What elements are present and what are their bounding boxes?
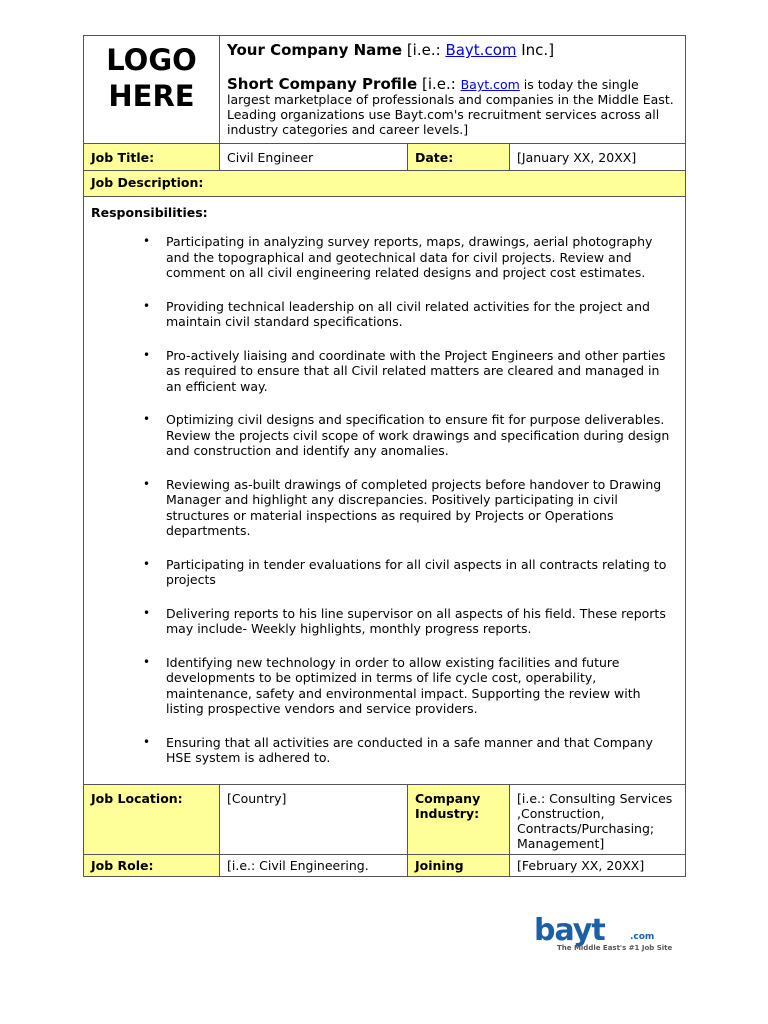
- responsibility-text: Optimizing civil designs and specification to ensure fit for purpose deliverables. Review the projects civil scope of work drawings and specification during design and construction and identify any anomalies.: [166, 412, 670, 458]
- profile-link[interactable]: Bayt.com: [460, 77, 520, 92]
- bayt-logo: [530, 913, 680, 956]
- header-row: [84, 36, 686, 144]
- company-industry-label: Company Industry:: [408, 784, 510, 854]
- role-joining-row: [84, 854, 686, 876]
- bayt-domain: .com: [630, 932, 655, 942]
- job-role-label: Job Role:: [84, 854, 220, 876]
- logo-line-2: HERE: [108, 79, 195, 113]
- company-profile-line: [227, 77, 678, 137]
- bullet-icon: •: [143, 476, 151, 491]
- bullet-icon: •: [143, 556, 151, 571]
- profile-label: Short Company Profile: [227, 75, 418, 93]
- bullet-icon: •: [143, 298, 151, 313]
- bullet-icon: •: [143, 412, 151, 426]
- company-industry-value: [i.e.: Consulting Services ,Construction, Contracts/Purchasing; Management]: [510, 784, 686, 854]
- joining-label: Joining: [408, 854, 510, 876]
- date-value: [January XX, 20XX]: [510, 144, 686, 171]
- job-description-label: Job Description:: [84, 171, 686, 197]
- title-date-row: [84, 144, 686, 171]
- company-name-line: [227, 41, 678, 59]
- date-label: Date:: [408, 144, 510, 171]
- company-name-suffix: Inc.]: [516, 41, 555, 59]
- responsibility-item: [143, 298, 678, 330]
- responsibility-text: Identifying new technology in order to allow existing facilities and future developments to be optimized in terms of life cycle cost, operability, maintenance, safety and environmental impact. Supporting the review with listing prospective vendors and service providers.: [166, 654, 641, 716]
- responsibility-item: [143, 556, 678, 588]
- bullet-icon: •: [143, 347, 151, 362]
- job-location-value: [Country]: [220, 784, 408, 854]
- responsibility-item: [143, 476, 678, 539]
- company-name-prefix: [i.e.:: [402, 41, 446, 59]
- company-name-link[interactable]: Bayt.com: [445, 41, 517, 59]
- job-title-value: Civil Engineer: [220, 144, 408, 171]
- logo-line-1: LOGO: [106, 43, 197, 77]
- responsibility-text: Pro-actively liaising and coordinate with the Project Engineers and other parties as required to ensure that all Civil related matters are cleared and managed in an efficient way.: [166, 347, 666, 394]
- bayt-wordmark: bayt: [534, 913, 605, 948]
- logo-placeholder: [84, 36, 220, 144]
- joining-value: [February XX, 20XX]: [510, 854, 686, 876]
- responsibility-text: Ensuring that all activities are conducted in a safe manner and that Company HSE system is adhered to.: [166, 734, 653, 765]
- job-description-template: [83, 35, 686, 877]
- responsibilities-title: Responsibilities:: [91, 205, 208, 220]
- bullet-icon: •: [143, 605, 151, 620]
- responsibilities-section: [84, 197, 686, 785]
- responsibility-text: Delivering reports to his line supervisor on all aspects of his field. These reports may include- Weekly highlights, monthly progress reports.: [166, 605, 666, 636]
- bullet-icon: •: [143, 654, 151, 669]
- job-location-label: Job Location:: [84, 784, 220, 854]
- job-description-row: [84, 171, 686, 197]
- responsibility-item: [143, 412, 678, 459]
- responsibilities-list: [91, 234, 678, 766]
- responsibility-item: [143, 605, 678, 637]
- bayt-tagline: The Middle East's #1 Job Site: [557, 944, 673, 952]
- responsibility-text: Reviewing as-built drawings of completed projects before handover to Drawing Manager and highlight any discrepancies. Positively participating in civil structures or material inspections as required by Projects or Operations departments.: [166, 476, 662, 538]
- company-name-label: Your Company Name: [227, 41, 403, 59]
- bullet-icon: •: [143, 234, 151, 248]
- responsibility-item: [143, 734, 678, 766]
- profile-text: is today the single largest marketplace of professionals and companies in the Middle East. Leading organizations use Bayt.com's recruitment services across all industry categories and career levels.]: [227, 77, 674, 137]
- responsibility-item: [143, 234, 678, 281]
- responsibility-text: Participating in analyzing survey reports, maps, drawings, aerial photography and the topographical and geotechnical data for civil projects. Review and comment on all civil engineering related designs and project cost estimates.: [166, 234, 653, 280]
- company-profile: [220, 36, 686, 144]
- responsibility-item: [143, 654, 678, 717]
- responsibility-item: [143, 347, 678, 395]
- location-industry-row: [84, 784, 686, 854]
- job-role-value: [i.e.: Civil Engineering.: [220, 854, 408, 876]
- responsibility-text: Participating in tender evaluations for all civil aspects in all contracts relating to projects: [166, 556, 667, 587]
- job-title-label: Job Title:: [84, 144, 220, 171]
- bullet-icon: •: [143, 734, 151, 749]
- responsibilities-row: [84, 197, 686, 785]
- responsibility-text: Providing technical leadership on all civil related activities for the project and maintain civil standard specifications.: [166, 298, 650, 329]
- profile-prefix: [i.e.:: [417, 75, 461, 93]
